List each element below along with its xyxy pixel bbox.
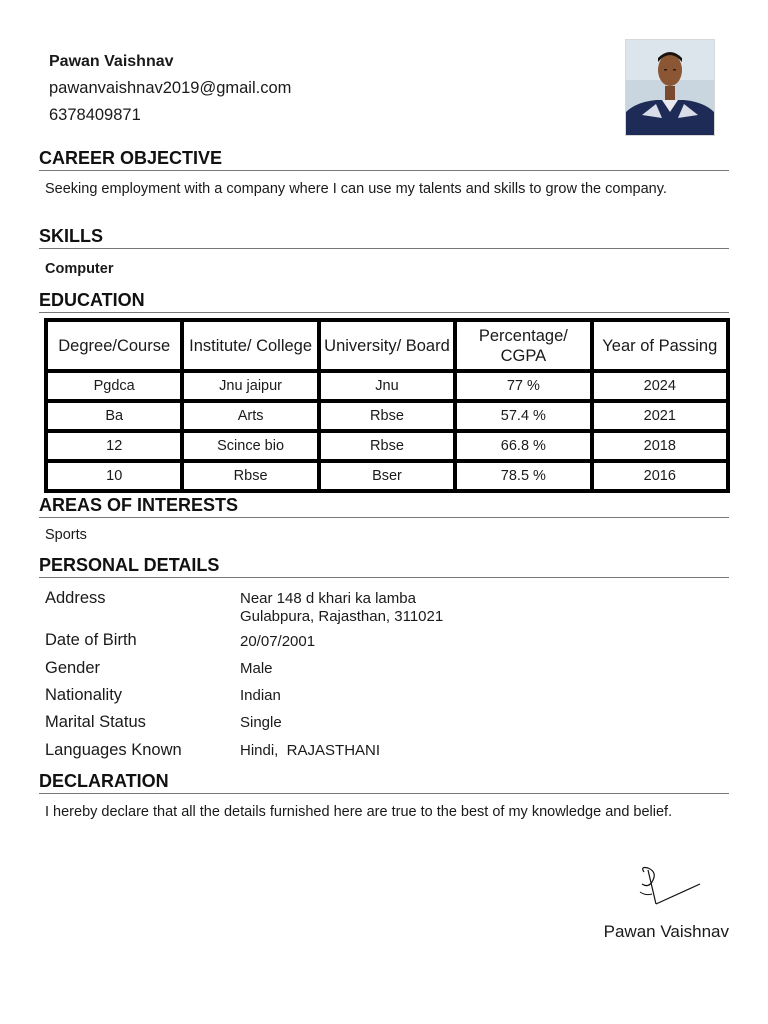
profile-photo [625, 39, 715, 136]
career-objective-text: Seeking employment with a company where I can use my talents and skills to grow the company. [45, 181, 667, 197]
interests-title: AREAS OF INTERESTS [39, 495, 729, 518]
table-row [46, 371, 728, 401]
dob-label: Date of Birth [45, 631, 137, 649]
table-cell: 78.5 % [455, 461, 591, 491]
table-row [46, 431, 728, 461]
interest-item: Sports [45, 527, 87, 543]
nationality-label: Nationality [45, 686, 123, 704]
column-header: Institute/ College [182, 320, 318, 371]
table-cell: 2021 [592, 401, 728, 431]
gender-value: Male [240, 660, 273, 677]
education-header-row [46, 320, 728, 371]
table-cell: Rbse [319, 431, 455, 461]
table-cell: 77 % [455, 371, 591, 401]
resume-header [49, 52, 291, 126]
table-cell: 57.4 % [455, 401, 591, 431]
phone: 6378409871 [49, 106, 141, 124]
nationality-value: Indian [240, 687, 281, 704]
table-cell: 2016 [592, 461, 728, 491]
email: pawanvaishnav2019@gmail.com [49, 79, 292, 97]
table-cell: 10 [46, 461, 182, 491]
table-cell: 66.8 % [455, 431, 591, 461]
table-cell: Rbse [319, 401, 455, 431]
languages-label: Languages Known [45, 741, 182, 759]
table-cell: Ba [46, 401, 182, 431]
address-label: Address [45, 589, 106, 607]
table-cell: Jnu [319, 371, 455, 401]
table-cell: Jnu jaipur [182, 371, 318, 401]
declaration-title: DECLARATION [39, 771, 729, 794]
dob-value: 20/07/2001 [240, 633, 316, 650]
table-row [46, 401, 728, 431]
declaration-text: I hereby declare that all the details furnished here are true to the best of my knowledge and belief. [45, 804, 673, 820]
table-cell: Pgdca [46, 371, 182, 401]
table-cell: 12 [46, 431, 182, 461]
signature-name: Pawan Vaishnav [603, 922, 729, 941]
address-line-2: Gulabpura, Rajasthan, 311021 [240, 608, 444, 625]
column-header: University/ Board [319, 320, 455, 371]
skills-title: SKILLS [39, 226, 729, 249]
table-cell: 2024 [592, 371, 728, 401]
languages-value: Hindi, RAJASTHANI [240, 742, 381, 759]
signature-image [630, 862, 710, 915]
table-cell: 2018 [592, 431, 728, 461]
skill-item: Computer [45, 261, 114, 277]
personal-details-title: PERSONAL DETAILS [39, 555, 729, 578]
table-cell: Scince bio [182, 431, 318, 461]
column-header: Year of Passing [592, 320, 728, 371]
table-row [46, 461, 728, 491]
gender-label: Gender [45, 659, 101, 677]
column-header: Percentage/ CGPA [455, 320, 591, 371]
marital-status-label: Marital Status [45, 713, 146, 731]
table-cell: Bser [319, 461, 455, 491]
education-table [44, 318, 730, 493]
table-cell: Rbse [182, 461, 318, 491]
candidate-name: Pawan Vaishnav [49, 53, 174, 70]
education-title: EDUCATION [39, 290, 729, 313]
marital-status-value: Single [240, 714, 282, 731]
column-header: Degree/Course [46, 320, 182, 371]
address-line-1: Near 148 d khari ka lamba [240, 590, 416, 607]
table-cell: Arts [182, 401, 318, 431]
career-objective-title: CAREER OBJECTIVE [39, 148, 729, 171]
